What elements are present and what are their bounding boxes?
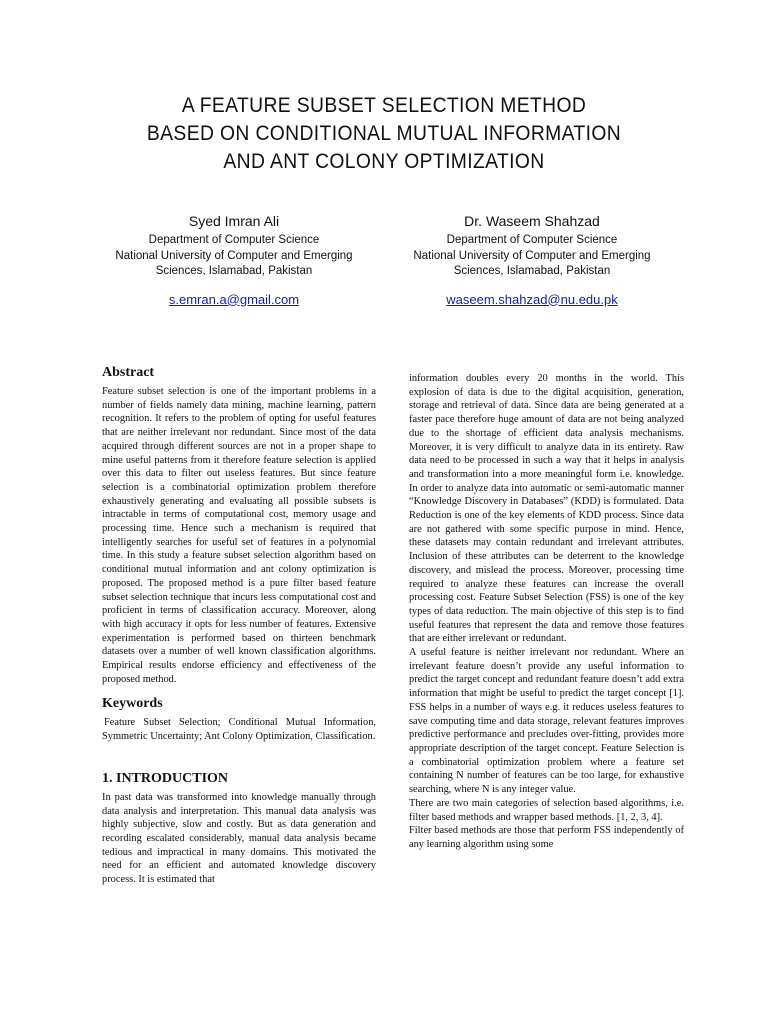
keywords-heading: Keywords: [102, 696, 163, 712]
body-paragraph: There are two main categories of selection based algorithms, i.e. filter based methods and wrapper based methods. [1, 2, 3, 4].: [409, 797, 684, 823]
author-affiliation-line: Department of Computer Science: [446, 234, 618, 246]
title-line-1: A FEATURE SUBSET SELECTION METHOD: [181, 94, 587, 117]
author-affiliation-line: Sciences, Islamabad, Pakistan: [453, 265, 611, 277]
body-paragraph: information doubles every 20 months in the world. This explosion of data is due to the digital acquisition, generation, storage and retrieval of data. Since data are being generated at a faster pace therefore huge amount of data are not being analyzed due to the shortage of efficient data analysis mechanisms. Moreover, it is very difficult to analyze data in its entirety. Raw data need to be processed in such a way that it helps in analysis and transformation into a more meaningful form i.e. knowledge. In order to analyze data into automatic or semi-automatic manner “Knowledge Discovery in Databases” (KDD) is formulated. Data Reduction is one of the key elements of KDD process. Since data are not gathered with some specific purpose in mind. Hence, these datasets may contain redundant and irrelevant attributes. Inclusion of these attributes can be deterrent to the knowledge discovery, and mislead the process. Moreover, processing time required to analyze these features can increase the overall processing cost. Feature Subset Selection (FSS) is one of the key types of data reduction. The main objective of this step is to find useful features that represent the data and remove those features that are either irrelevant or redundant.: [409, 373, 684, 645]
keywords-text: Feature Subset Selection; Conditional Mutual Information, Symmetric Uncertainty; Ant Colony Optimization, Classification.: [102, 717, 376, 743]
abstract-text: Feature subset selection is one of the important problems in a number of fields namely data mining, machine learning, pattern recognition. It refers to the problem of opting for useful features that are neither irrelevant nor redundant. Since most of the data acquired through different sources are not in a proper shape to mine useful patterns from it therefore feature selection is applied over this data to filter out useless features. But since feature selection is a combinatorial optimization problem therefore exhaustively generating and evaluating all possible subsets is intractable in terms of computational cost, memory usage and processing time. Hence such a mechanism is required that intelligently searches for useful set of features in a polynomial time. In this study a feature subset selection algorithm based on conditional mutual information and ant colony optimization is proposed. The proposed method is a pure filter based feature subset selection technique that incurs less computational cost and proficient in terms of classification accuracy. Moreover, along with high accuracy it opts for less number of features. Extensive experimentation is performed based on thirteen benchmark datasets over a number of well known classification algorithms. Empirical results endorse efficiency and effectiveness of the proposed method.: [102, 386, 376, 685]
author-email-link[interactable]: waseem.shahzad@nu.edu.pk: [446, 291, 618, 307]
author-affiliation-line: National University of Computer and Emerging: [413, 249, 651, 262]
author-affiliation-line: Department of Computer Science: [148, 234, 320, 246]
body-paragraph: Filter based methods are those that perform FSS independently of any learning algorithm using some: [409, 825, 684, 850]
author-block-1: [84, 211, 384, 308]
paper-title: [31, 92, 738, 176]
title-line-2: BASED ON CONDITIONAL MUTUAL INFORMATION: [146, 122, 622, 145]
author-affiliation-line: Sciences, Islamabad, Pakistan: [155, 265, 313, 277]
author-name: Dr. Waseem Shahzad: [464, 213, 600, 229]
introduction-heading: 1. INTRODUCTION: [102, 770, 229, 786]
author-affiliation-line: National University of Computer and Emerging: [115, 249, 353, 262]
introduction-text: In past data was transformed into knowledge manually through data analysis and interpretation. This manual data analysis was highly subjective, slow and costly. But as data generation and recording escalated considerably, manual data analysis became tedious and impractical in many domains. This motivated the need for an efficient and automated knowledge discovery process. It is estimated that: [102, 791, 376, 886]
left-column: [102, 364, 376, 887]
title-line-3: AND ANT COLONY OPTIMIZATION: [223, 150, 545, 173]
author-email-link[interactable]: s.emran.a@gmail.com: [168, 291, 300, 307]
author-name: Syed Imran Ali: [188, 213, 280, 229]
abstract-heading: Abstract: [102, 365, 155, 380]
right-column: [409, 372, 684, 852]
body-paragraph: A useful feature is neither irrelevant nor redundant. Where an irrelevant feature doesn’t provide any useful information to predict the target concept and redundant feature doesn’t add extra information that might be useful to predict the target concept [1]. FSS helps in a number of ways e.g. it reduces useless features to save computing time and data storage, relevant features improves predictive performance and precludes over-fitting, provides more appropriate description of the target concept. Feature Selection is a combinatorial optimization problem where a feature set containing N number of features can be too large, for exhaustive searching, where N is any integer value.: [409, 647, 684, 796]
author-block-2: [382, 211, 682, 308]
